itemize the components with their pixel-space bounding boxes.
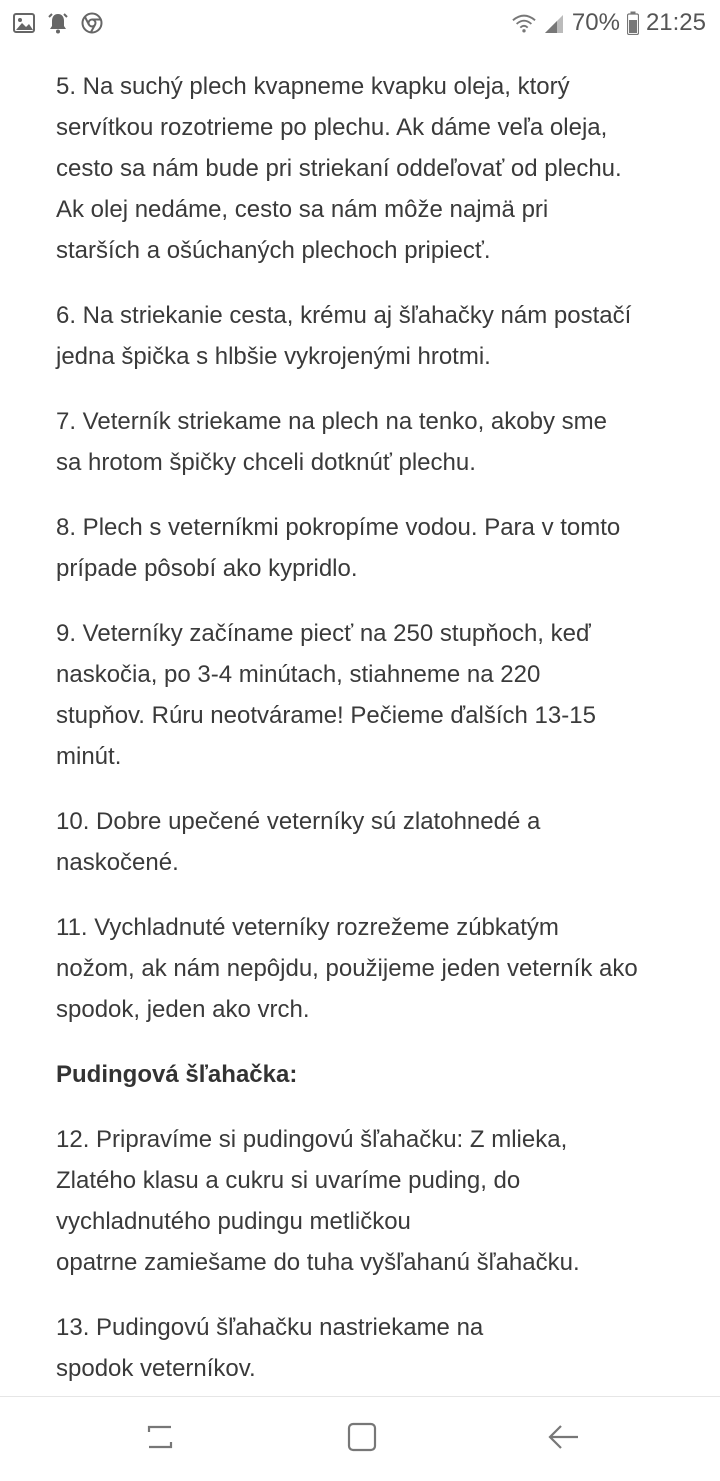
step-11-line: 11. Vychladnuté veterníky rozrežeme zúbkatým: [56, 914, 559, 941]
step-7-line: sa hrotom špičky chceli dotknúť plechu.: [56, 449, 476, 476]
chrome-icon: [80, 11, 104, 35]
step-8: [56, 507, 706, 589]
home-button[interactable]: [342, 1419, 382, 1459]
step-5: [56, 66, 706, 271]
step-7-line: 7. Veterník striekame na plech na tenko, akoby sme: [56, 408, 607, 435]
wifi-icon: [512, 11, 536, 35]
step-9-line: minút.: [56, 743, 122, 770]
status-bar: [0, 0, 720, 48]
alarm-icon: [46, 11, 70, 35]
step-12: [56, 1119, 706, 1283]
step-10-line: naskočené.: [56, 849, 179, 876]
step-10-line: 10. Dobre upečené veterníky sú zlatohnedé a: [56, 808, 541, 835]
step-13: [56, 1307, 706, 1389]
step-5-line: 5. Na suchý plech kvapneme kvapku oleja, ktorý: [56, 73, 570, 100]
back-button[interactable]: [544, 1419, 584, 1459]
signal-icon: [542, 11, 566, 35]
step-5-line: starších a ošúchaných plechoch pripiecť.: [56, 237, 491, 264]
step-9-line: 9. Veterníky začíname piecť na 250 stupňoch, keď: [56, 620, 591, 647]
navigation-bar: [0, 1396, 720, 1481]
section-heading: Pudingová šľahačka:: [56, 1061, 298, 1088]
step-5-line: servítkou rozotrieme po plechu. Ak dáme veľa oleja,: [56, 114, 608, 141]
clock: 21:25: [645, 9, 706, 36]
step-11: [56, 907, 706, 1030]
step-12-line: Zlatého klasu a cukru si uvaríme puding, do: [56, 1167, 521, 1194]
step-5-line: cesto sa nám bude pri striekaní oddeľovať od plechu.: [56, 155, 622, 182]
home-icon: [346, 1421, 378, 1458]
step-12-line: 12. Pripravíme si pudingovú šľahačku: Z mlieka,: [56, 1126, 568, 1153]
step-6-line: 6. Na striekanie cesta, krému aj šľahačky nám postačí: [56, 302, 632, 329]
step-9-line: naskočia, po 3-4 minútach, stiahneme na 220: [56, 661, 541, 688]
step-5-line: Ak olej nedáme, cesto sa nám môže najmä pri: [56, 196, 549, 223]
recent-apps-button[interactable]: [140, 1419, 180, 1459]
recent-apps-icon: [143, 1422, 177, 1457]
step-9: [56, 613, 706, 777]
step-8-line: prípade pôsobí ako kypridlo.: [56, 555, 358, 582]
step-12-line: vychladnutého pudingu metličkou: [56, 1208, 411, 1235]
step-11-line: nožom, ak nám nepôjdu, použijeme jeden veterník ako: [56, 955, 638, 982]
step-13-line: 13. Pudingovú šľahačku nastriekame na: [56, 1314, 484, 1341]
step-13-line: spodok veterníkov.: [56, 1355, 256, 1382]
battery-percent: 70%: [571, 9, 620, 36]
system-status: [512, 8, 706, 38]
step-6: [56, 295, 706, 377]
step-8-line: 8. Plech s veterníkmi pokropíme vodou. Para v tomto: [56, 514, 621, 541]
step-12-line: opatrne zamiešame do tuha vyšľahanú šľahačku.: [56, 1249, 580, 1276]
back-icon: [547, 1421, 581, 1458]
article-content: [56, 66, 706, 1413]
step-10: [56, 801, 706, 883]
battery-icon: [626, 11, 640, 35]
image-icon: [12, 11, 36, 35]
step-11-line: spodok, jeden ako vrch.: [56, 996, 310, 1023]
step-7: [56, 401, 706, 483]
notification-icons: [12, 10, 104, 36]
step-6-line: jedna špička s hlbšie vykrojenými hrotmi.: [56, 343, 491, 370]
step-9-line: stupňov. Rúru neotvárame! Pečieme ďalších 13-15: [56, 702, 596, 729]
